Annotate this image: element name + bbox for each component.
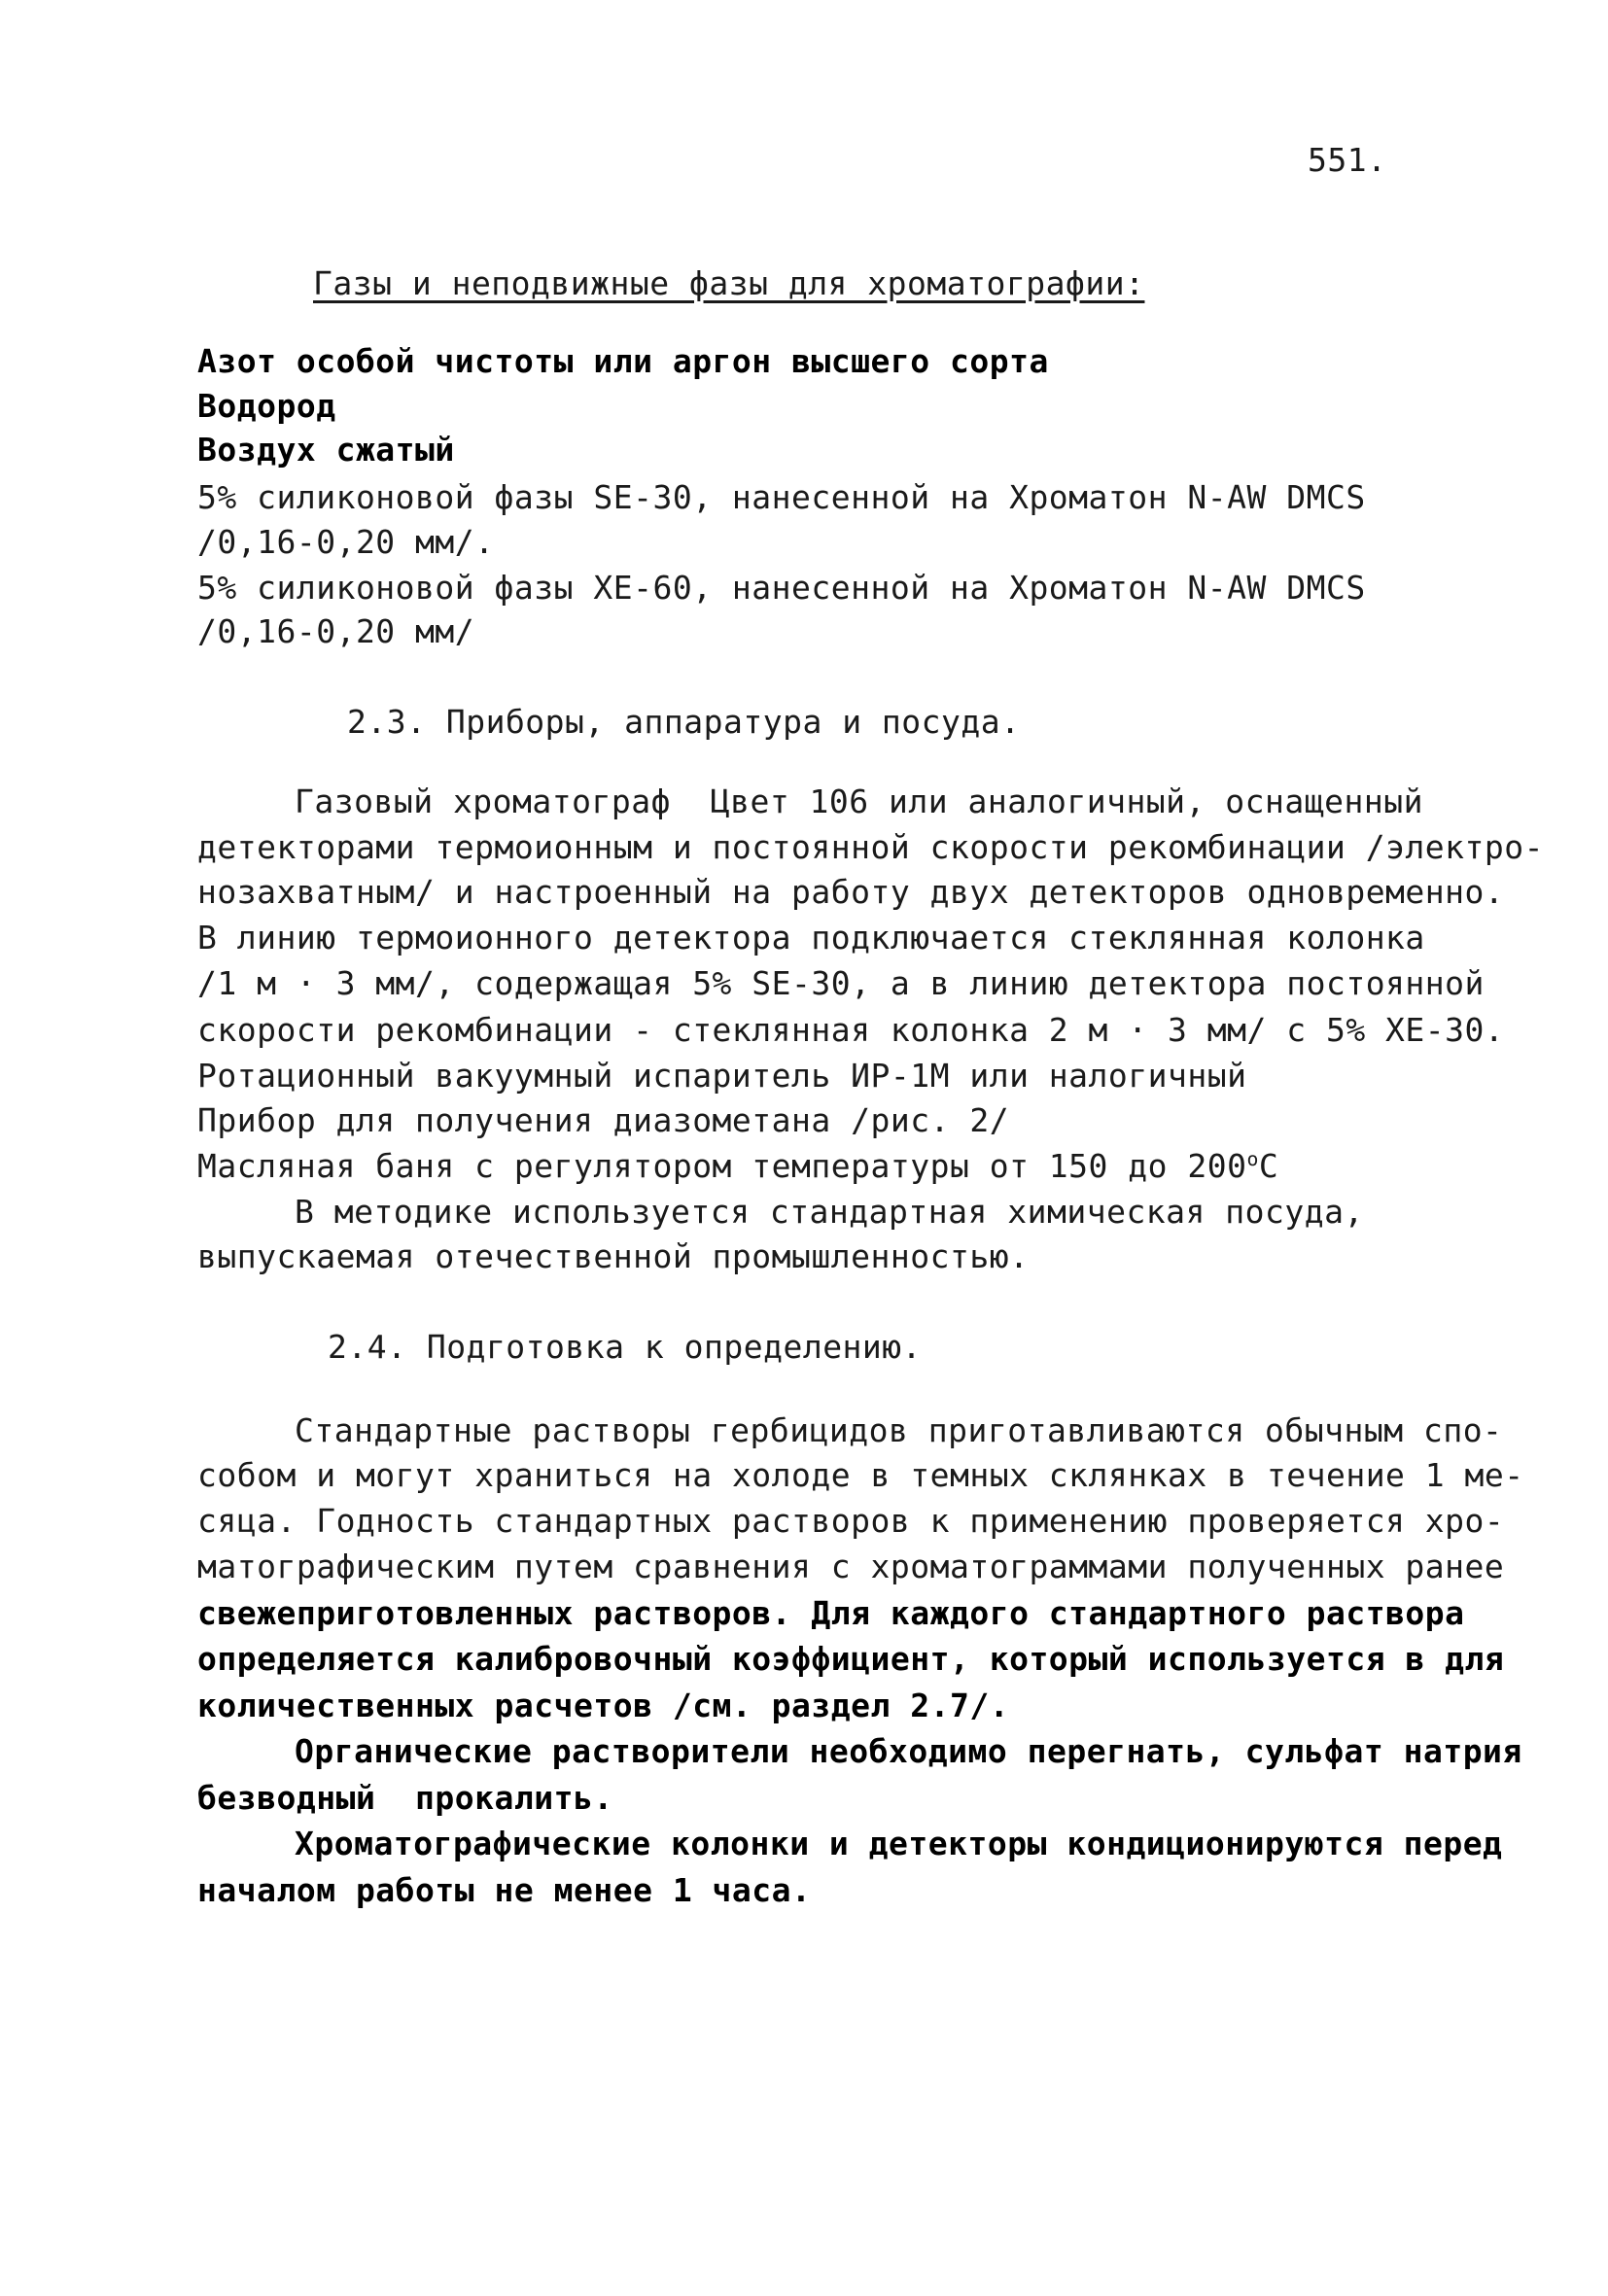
preparation-line: безводный прокалить. [197, 1779, 613, 1817]
preparation-line: Органические растворители необходимо перегнать, сульфат натрия [295, 1732, 1522, 1770]
preparation-line: определяется калибровочный коэффициент, который используется в для [197, 1640, 1505, 1678]
instruments-line: В методике используется стандартная химическая посуда, [295, 1193, 1364, 1231]
gases-line: /0,16-0,20 мм/. [197, 523, 495, 561]
preparation-line: началом работы не менее 1 часа. [197, 1871, 812, 1909]
instruments-line: нозахватным/ и настроенный на работу двух детекторов одновременно. [197, 873, 1505, 911]
instruments-line: Газовый хроматограф Цвет 106 или аналогичный, оснащенный [295, 783, 1423, 820]
gases-line: Воздух сжатый [197, 431, 455, 469]
instruments-line: /1 м · 3 мм/, содержащая 5% SE-30, а в линию детектора постоянной [197, 964, 1485, 1002]
instruments-heading: 2.3. Приборы, аппаратура и посуда. [347, 703, 1021, 741]
gases-line: Водород [197, 387, 336, 425]
preparation-line: Хроматографические колонки и детекторы кондиционируются перед [295, 1825, 1503, 1862]
preparation-line: количественных расчетов /см. раздел 2.7/. [197, 1687, 1010, 1724]
preparation-line: матографическим путем сравнения с хроматограммами полученных ранее [197, 1548, 1505, 1585]
preparation-line: собом и могут храниться на холоде в темных склянках в течение 1 ме- [197, 1456, 1524, 1494]
instruments-line: выпускаемая отечественной промышленностью. [197, 1237, 1030, 1275]
instruments-line: детекторами термоионным и постоянной скорости рекомбинации /электро- [197, 828, 1545, 866]
preparation-line: свежеприготовленных растворов. Для каждого стандартного раствора [197, 1594, 1465, 1632]
preparation-line: сяца. Годность стандартных растворов к применению проверяется хро- [197, 1502, 1505, 1540]
preparation-heading: 2.4. Подготовка к определению. [328, 1328, 923, 1366]
degree-unit: C [1258, 1147, 1279, 1185]
degree-sign: o [1246, 1148, 1259, 1170]
gases-line: /0,16-0,20 мм/ [197, 612, 475, 650]
gases-line: Азот особой чистоты или аргон высшего сорта [197, 342, 1049, 380]
instruments-line: Ротационный вакуумный испаритель ИР-1М или налогичный [197, 1057, 1247, 1095]
instruments-line: скорости рекомбинации - стеклянная колонка 2 м · 3 мм/ с 5% XE-30. [197, 1011, 1505, 1049]
preparation-line: Стандартные растворы гербицидов приготавливаются обычным спо- [295, 1411, 1503, 1449]
gases-line: 5% силиконовой фазы XE-60, нанесенной на Хроматон N-AW DMCS [197, 569, 1366, 607]
instruments-line: В линию термоионного детектора подключается стеклянная колонка [197, 919, 1425, 957]
instruments-line: Прибор для получения диазометана /рис. 2/ [197, 1101, 1010, 1139]
page-number: 551. [1308, 141, 1387, 179]
temperature-text: Масляная баня с регулятором температуры от 150 до 200 [197, 1147, 1247, 1185]
gases-heading: Газы и неподвижные фазы для хроматографии: [313, 264, 1145, 302]
instruments-line-temperature [197, 1147, 1278, 1186]
gases-line: 5% силиконовой фазы SE-30, нанесенной на Хроматон N-AW DMCS [197, 478, 1366, 516]
